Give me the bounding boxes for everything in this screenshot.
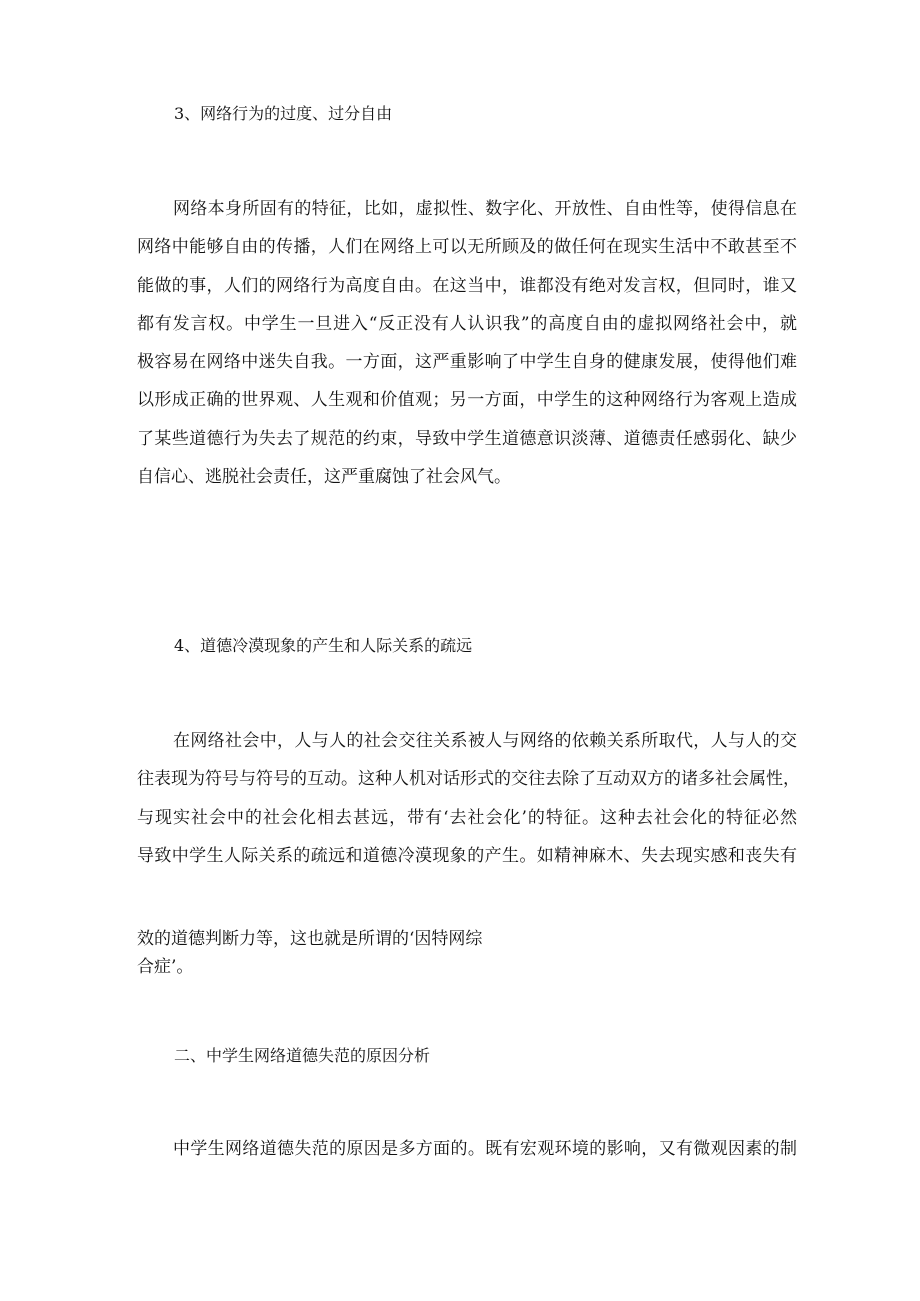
paragraph-line: 都有发言权。中学生一旦进入“反正没有人认识我”的高度自由的虚拟网络社会中，就 — [137, 313, 797, 334]
paragraph-line: 合症’。 — [137, 957, 194, 977]
paragraph-line: 导致中学生人际关系的疏远和道德冷漠现象的产生。如精神麻木、失去现实感和丧失有 — [137, 845, 797, 866]
paragraph-line: 网络中能够自由的传播，人们在网络上可以无所顾及的做任何在现实生活中不敢甚至不 — [137, 237, 797, 258]
section-3-heading: 3、网络行为的过度、过分自由 — [174, 104, 393, 123]
paragraph-line: 了某些道德行为失去了规范的约束，导致中学生道德意识淡薄、道德责任感弱化、缺少 — [137, 428, 797, 449]
section-4-paragraph — [137, 722, 800, 875]
part-2-heading: 二、中学生网络道德失范的原因分析 — [174, 1046, 431, 1065]
paragraph-line: 往表现为符号与符号的互动。这种人机对话形式的交往去除了互动双方的诸多社会属性， — [137, 769, 800, 790]
paragraph-line: 能做的事，人们的网络行为高度自由。在这当中，谁都没有绝对发言权，但同时，谁又 — [137, 275, 797, 296]
section-4-heading: 4、道德冷漠现象的产生和人际关系的疏远 — [174, 636, 473, 655]
section-3-paragraph — [137, 190, 797, 496]
paragraph-line: 效的道德判断力等，这也就是所谓的‘因特网综 — [137, 929, 483, 949]
part-2-paragraph — [137, 1130, 797, 1168]
section-4-paragraph-tail — [137, 924, 482, 980]
paragraph-line: 以形成正确的世界观、人生观和价值观；另一方面，中学生的这种网络行为客观上造成 — [137, 390, 797, 411]
paragraph-line: 中学生网络道德失范的原因是多方面的。既有宏观环境的影响，又有微观因素的制 — [173, 1139, 797, 1159]
paragraph-line: 网络本身所固有的特征，比如，虚拟性、数字化、开放性、自由性等，使得信息在 — [173, 199, 797, 219]
paragraph-line: 在网络社会中，人与人的社会交往关系被人与网络的依赖关系所取代，人与人的交 — [173, 731, 797, 751]
paragraph-line: 极容易在网络中迷失自我。一方面，这严重影响了中学生自身的健康发展，使得他们难 — [137, 352, 797, 373]
paragraph-line: 自信心、逃脱社会责任，这严重腐蚀了社会风气。 — [137, 467, 511, 488]
paragraph-line: 与现实社会中的社会化相去甚远，带有‘去社会化’的特征。这种去社会化的特征必然 — [137, 807, 797, 828]
